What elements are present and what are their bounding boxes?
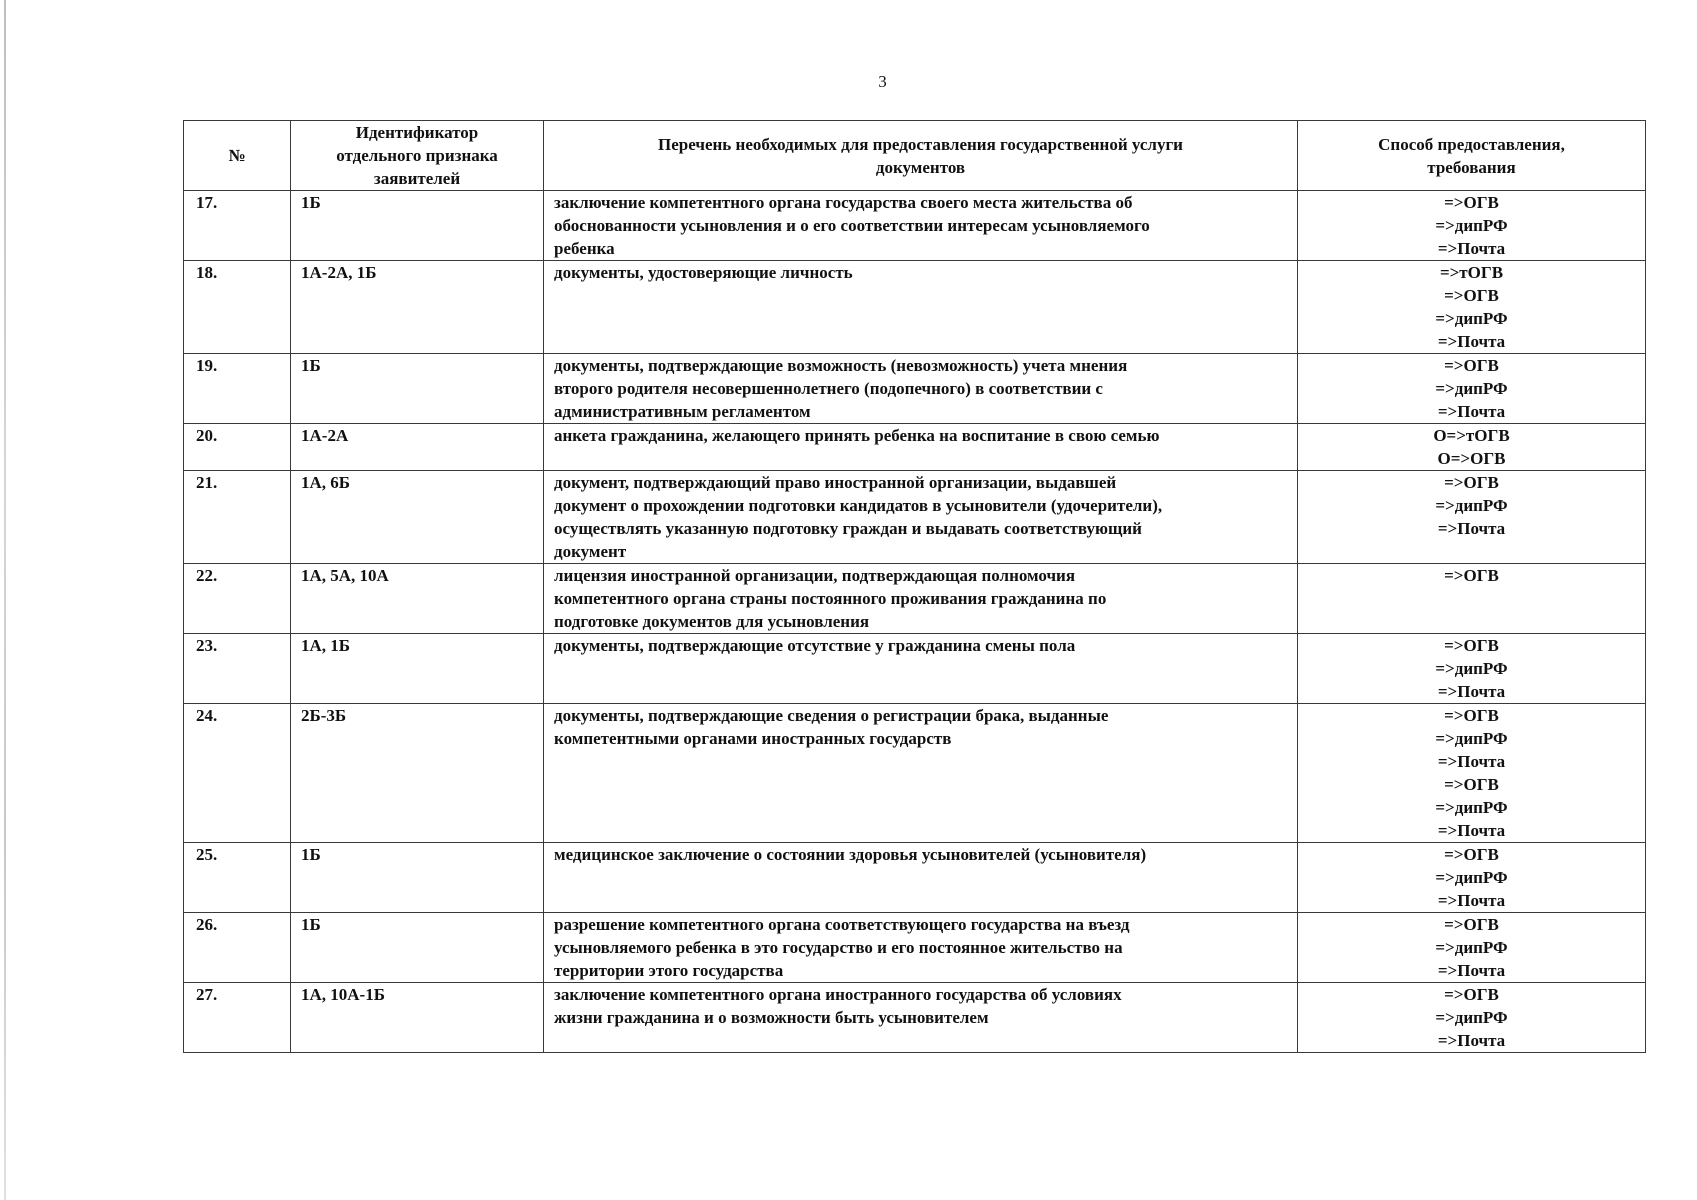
- table-row: [184, 704, 1646, 843]
- document-text-line: медицинское заключение о состоянии здоровья усыновителей (усыновителя): [554, 845, 1147, 864]
- row-documents: [544, 261, 1298, 354]
- row-method: [1298, 261, 1646, 354]
- row-method: [1298, 843, 1646, 913]
- table-row: [184, 913, 1646, 983]
- scan-edge-line: [4, 0, 6, 1200]
- method-item: =>Почта: [1437, 519, 1506, 538]
- method-item: =>ОГВ: [1444, 706, 1499, 725]
- document-text-line: осуществлять указанную подготовку граждан и выдавать соответствующий: [554, 519, 1142, 538]
- header-documents-line: Перечень необходимых для предоставления государственной услуги: [658, 134, 1183, 154]
- method-item: =>тОГВ: [1439, 263, 1504, 282]
- row-method: [1298, 704, 1646, 843]
- method-item: =>дипРФ: [1435, 798, 1508, 817]
- row-identifier: 1Б: [291, 913, 544, 983]
- method-item: =>дипРФ: [1435, 1008, 1508, 1027]
- document-text-line: документы, подтверждающие отсутствие у гражданина смены пола: [554, 636, 1076, 655]
- row-number: 19.: [184, 354, 291, 424]
- document-text-line: документы, подтверждающие сведения о регистрации брака, выданные: [554, 706, 1109, 725]
- header-documents-line: документов: [875, 157, 966, 177]
- document-text-line: компетентного органа страны постоянного проживания гражданина по: [554, 589, 1107, 608]
- row-identifier: 1Б: [291, 843, 544, 913]
- document-text-line: ребенка: [554, 239, 615, 258]
- method-item: =>ОГВ: [1444, 775, 1499, 794]
- row-number: 17.: [184, 191, 291, 261]
- header-identifier-line: отдельного признака: [336, 146, 498, 165]
- header-method-line: Способ предоставления,: [1378, 134, 1565, 154]
- documents-table: [183, 120, 1646, 1053]
- document-text-line: документы, подтверждающие возможность (невозможность) учета мнения: [554, 356, 1128, 375]
- row-documents: [544, 471, 1298, 564]
- row-method: [1298, 471, 1646, 564]
- row-identifier: 1А-2А, 1Б: [291, 261, 544, 354]
- row-number: 26.: [184, 913, 291, 983]
- document-text-line: территории этого государства: [554, 961, 784, 980]
- row-method: [1298, 983, 1646, 1053]
- document-text-line: документ о прохождении подготовки кандидатов в усыновители (удочерители),: [554, 496, 1163, 515]
- document-text-line: компетентными органами иностранных государств: [554, 729, 952, 748]
- table-body: [184, 191, 1646, 1053]
- row-documents: [544, 191, 1298, 261]
- method-item: =>Почта: [1437, 402, 1506, 421]
- row-method: [1298, 913, 1646, 983]
- document-text-line: анкета гражданина, желающего принять ребенка на воспитание в свою семью: [554, 426, 1160, 445]
- method-item: =>Почта: [1437, 821, 1506, 840]
- row-identifier: 1А, 5А, 10А: [291, 564, 544, 634]
- table-row: [184, 191, 1646, 261]
- document-text-line: лицензия иностранной организации, подтверждающая полномочия: [554, 566, 1076, 585]
- method-item: =>ОГВ: [1444, 636, 1499, 655]
- method-item: =>дипРФ: [1435, 496, 1508, 515]
- method-item: =>дипРФ: [1435, 309, 1508, 328]
- method-item: О=>ОГВ: [1437, 449, 1506, 468]
- document-text-line: заключение компетентного органа иностранного государства об условиях: [554, 985, 1122, 1004]
- method-item: =>ОГВ: [1444, 985, 1499, 1004]
- table-row: [184, 843, 1646, 913]
- row-number: 20.: [184, 424, 291, 471]
- method-item: =>дипРФ: [1435, 938, 1508, 957]
- header-identifier-line: Идентификатор: [355, 123, 479, 142]
- header-number: №: [184, 121, 291, 191]
- method-item: =>ОГВ: [1444, 286, 1499, 305]
- row-method: [1298, 424, 1646, 471]
- row-documents: [544, 424, 1298, 471]
- row-documents: [544, 983, 1298, 1053]
- table-row: [184, 424, 1646, 471]
- header-identifier: [291, 121, 544, 191]
- document-text-line: жизни гражданина и о возможности быть усыновителем: [554, 1008, 989, 1027]
- method-item: =>дипРФ: [1435, 216, 1508, 235]
- method-item: =>дипРФ: [1435, 659, 1508, 678]
- header-identifier-line: заявителей: [373, 169, 461, 188]
- page-number: 3: [878, 72, 887, 91]
- document-text-line: разрешение компетентного органа соответствующего государства на въезд: [554, 915, 1130, 934]
- row-identifier: 1А, 10А-1Б: [291, 983, 544, 1053]
- method-item: =>Почта: [1437, 332, 1506, 351]
- header-method-line: требования: [1427, 157, 1516, 177]
- row-identifier: 1Б: [291, 191, 544, 261]
- method-item: =>ОГВ: [1444, 193, 1499, 212]
- document-text-line: документ, подтверждающий право иностранной организации, выдавшей: [554, 473, 1117, 492]
- method-item: =>дипРФ: [1435, 729, 1508, 748]
- method-item: =>Почта: [1437, 1031, 1506, 1050]
- table-header-row: [184, 121, 1646, 191]
- row-documents: [544, 354, 1298, 424]
- table-row: [184, 634, 1646, 704]
- row-identifier: 1А, 6Б: [291, 471, 544, 564]
- row-number: 25.: [184, 843, 291, 913]
- table-row: [184, 564, 1646, 634]
- row-number: 27.: [184, 983, 291, 1053]
- row-method: [1298, 191, 1646, 261]
- row-documents: [544, 564, 1298, 634]
- header-documents: [544, 121, 1298, 191]
- row-method: [1298, 564, 1646, 634]
- row-identifier: 2Б-3Б: [291, 704, 544, 843]
- row-documents: [544, 704, 1298, 843]
- method-item: =>дипРФ: [1435, 379, 1508, 398]
- table-row: [184, 261, 1646, 354]
- header-method: [1298, 121, 1646, 191]
- row-method: [1298, 354, 1646, 424]
- method-item: =>ОГВ: [1444, 356, 1499, 375]
- document-text-line: административным регламентом: [554, 402, 811, 421]
- row-documents: [544, 634, 1298, 704]
- row-identifier: 1А, 1Б: [291, 634, 544, 704]
- row-number: 22.: [184, 564, 291, 634]
- document-text-line: документ: [554, 542, 627, 561]
- row-identifier: 1А-2А: [291, 424, 544, 471]
- method-item: =>ОГВ: [1444, 845, 1499, 864]
- method-item: =>ОГВ: [1444, 566, 1499, 585]
- row-number: 24.: [184, 704, 291, 843]
- document-text-line: обоснованности усыновления и о его соответствии интересам усыновляемого: [554, 216, 1150, 235]
- method-item: =>Почта: [1437, 961, 1506, 980]
- document-text-line: заключение компетентного органа государства своего места жительства об: [554, 193, 1133, 212]
- document-text-line: документы, удостоверяющие личность: [554, 263, 853, 282]
- method-item: =>ОГВ: [1444, 473, 1499, 492]
- document-text-line: второго родителя несовершеннолетнего (подопечного) в соответствии с: [554, 379, 1103, 398]
- method-item: =>Почта: [1437, 682, 1506, 701]
- row-number: 18.: [184, 261, 291, 354]
- method-item: =>дипРФ: [1435, 868, 1508, 887]
- row-documents: [544, 913, 1298, 983]
- row-method: [1298, 634, 1646, 704]
- document-text-line: усыновляемого ребенка в это государство и его постоянное жительство на: [554, 938, 1123, 957]
- row-number: 23.: [184, 634, 291, 704]
- document-text-line: подготовке документов для усыновления: [554, 612, 870, 631]
- method-item: =>ОГВ: [1444, 915, 1499, 934]
- method-item: =>Почта: [1437, 239, 1506, 258]
- table-row: [184, 983, 1646, 1053]
- row-number: 21.: [184, 471, 291, 564]
- table-row: [184, 471, 1646, 564]
- method-item: =>Почта: [1437, 752, 1506, 771]
- table-row: [184, 354, 1646, 424]
- row-documents: [544, 843, 1298, 913]
- row-identifier: 1Б: [291, 354, 544, 424]
- method-item: =>Почта: [1437, 891, 1506, 910]
- method-item: О=>тОГВ: [1433, 426, 1510, 445]
